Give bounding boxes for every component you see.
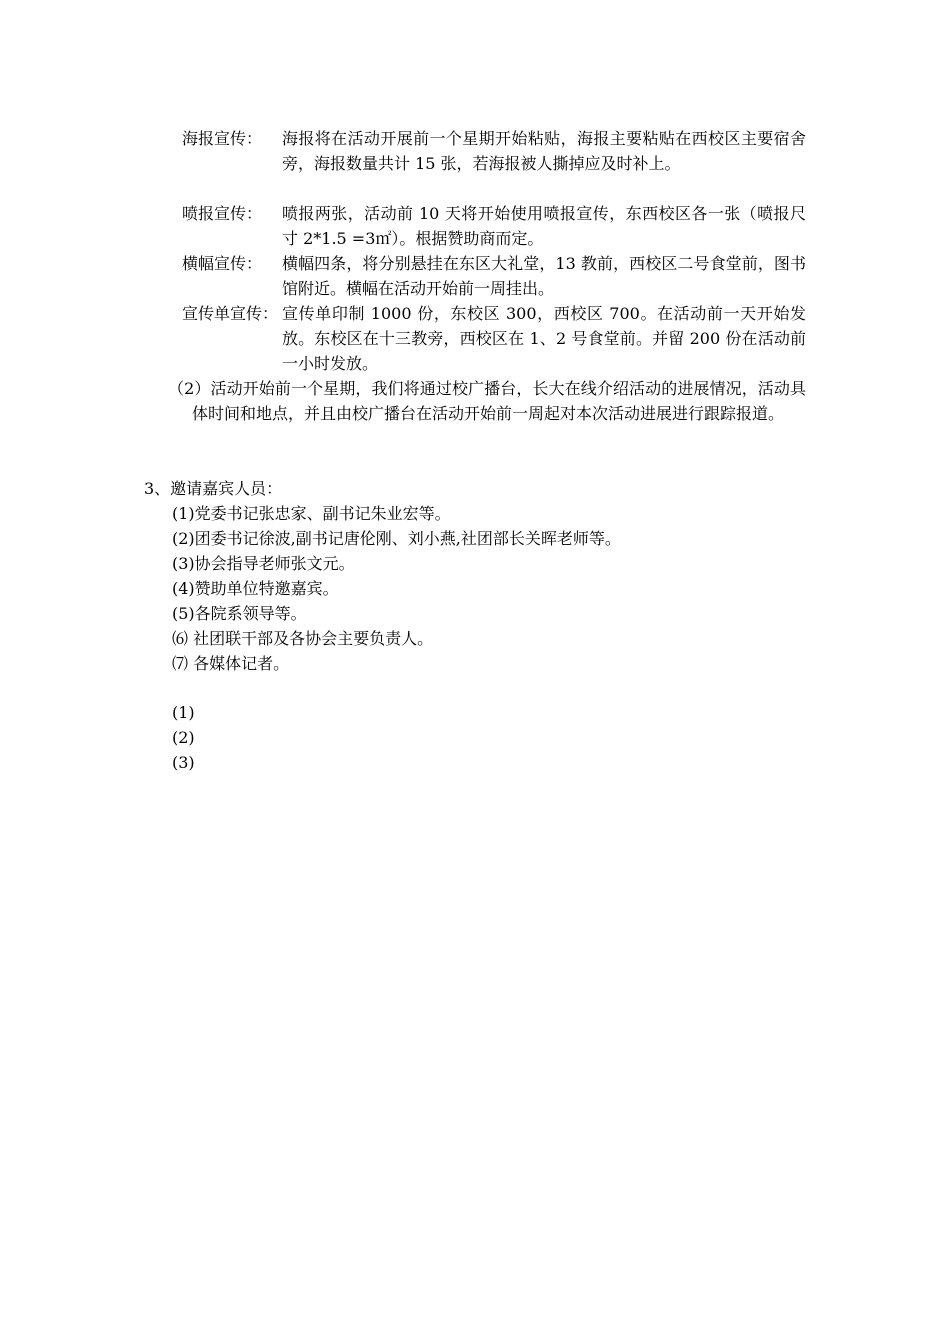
spray-promotion: [182, 201, 806, 251]
list-item: (4)赞助单位特邀嘉宾。: [172, 579, 339, 598]
flyer-promotion-label: 宣传单宣传：: [182, 304, 279, 323]
empty-numbered-list: [172, 700, 195, 775]
list-item: ⑹ 社团联干部及各协会主要负责人。: [172, 629, 434, 648]
flyer-promotion-text: 宣传单印制 1000 份，东校区 300，西校区 700。在活动前一天开始发放。东校区在十三教旁，西校区在 1、2 号食堂前。并留 200 份在活动前一小时发放。: [282, 304, 806, 373]
spray-promotion-text: 喷报两张，活动前 10 天将开始使用喷报宣传，东西校区各一张（喷报尺寸 2*1.5 =3㎡）。根据赞助商而定。: [282, 204, 806, 248]
broadcast-paragraph: （2）活动开始前一个星期，我们将通过校广播台，长大在线介绍活动的进展情况，活动具体时间和地点，并且由校广播台在活动开始前一周起对本次活动进展进行跟踪报道。: [168, 379, 806, 423]
list-item: (2): [172, 728, 195, 747]
banner-promotion-text: 横幅四条，将分别悬挂在东区大礼堂，13 教前，西校区二号食堂前，图书馆附近。横幅在活动开始前一周挂出。: [282, 254, 806, 298]
list-item: (1)党委书记张忠家、副书记朱业宏等。: [172, 504, 451, 523]
banner-promotion-label: 横幅宣传：: [182, 254, 263, 273]
poster-promotion-label: 海报宣传：: [182, 129, 263, 148]
list-item: (5)各院系领导等。: [172, 604, 307, 623]
spray-promotion-label: 喷报宣传：: [182, 204, 263, 223]
list-item: (3): [172, 753, 195, 772]
list-item: (3)协会指导老师张文元。: [172, 554, 355, 573]
list-item: (1): [172, 703, 195, 722]
list-item: ⑺ 各媒体记者。: [172, 654, 290, 673]
flyer-promotion: [182, 301, 806, 376]
poster-promotion: [182, 126, 806, 176]
guests-list: [172, 501, 621, 676]
poster-promotion-text: 海报将在活动开展前一个星期开始粘贴，海报主要粘贴在西校区主要宿舍旁，海报数量共计 15 张，若海报被人撕掉应及时补上。: [282, 129, 806, 173]
banner-promotion: [182, 251, 806, 301]
guests-heading: 3、邀请嘉宾人员：: [144, 479, 283, 498]
list-item: (2)团委书记徐波,副书记唐伦刚、刘小燕,社团部长关晖老师等。: [172, 529, 621, 548]
